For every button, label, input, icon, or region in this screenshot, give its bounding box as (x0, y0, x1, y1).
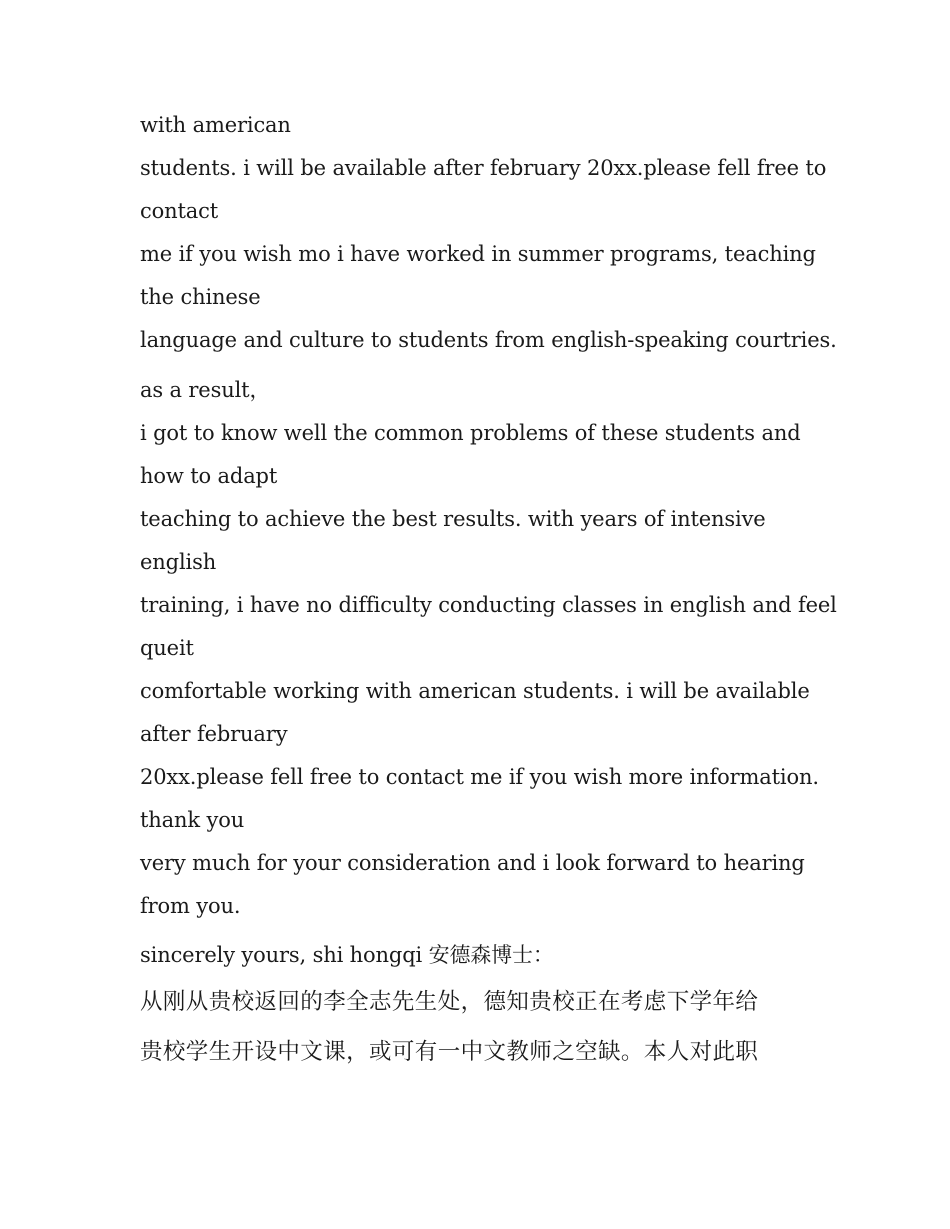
paragraph-3 (140, 934, 820, 977)
text-line: contact (140, 199, 219, 223)
text-line: from you. (140, 894, 241, 918)
text-line: teaching to achieve the best results. with years of intensive (140, 507, 766, 531)
closing-line: sincerely yours, shi hongqi 安德森博士： (140, 943, 554, 967)
text-line: me if you wish mo i have worked in summer programs, teaching (140, 242, 816, 266)
text-line: queit (140, 636, 194, 660)
text-line: the chinese (140, 285, 261, 309)
text-line: how to adapt (140, 464, 278, 488)
text-line: as a result， (140, 378, 271, 402)
paragraph-4-chinese (140, 977, 820, 1077)
text-line: students. i will be available after february 20xx.please fell free to (140, 156, 827, 180)
text-line: 贵校学生开设中文课，或可有一中文教师之空缺。本人对此职 (140, 1039, 759, 1065)
text-line: language and culture to students from english-speaking courtries. (140, 328, 837, 352)
text-line: i got to know well the common problems of these students and (140, 421, 801, 445)
text-line: english (140, 550, 217, 574)
text-line: 从刚从贵校返回的李全志先生处，德知贵校正在考虑下学年给 (140, 989, 759, 1015)
text-line: 20xx.please fell free to contact me if you wish more information. (140, 765, 819, 789)
letter-body (140, 104, 837, 1077)
paragraph-2 (140, 369, 837, 928)
text-line: very much for your consideration and i look forward to hearing (140, 851, 805, 875)
paragraph-1 (140, 104, 837, 362)
text-line: with american (140, 113, 291, 137)
text-line: thank you (140, 808, 245, 832)
text-line: comfortable working with american students. i will be available (140, 679, 810, 703)
text-line: after february (140, 722, 288, 746)
text-line: training, i have no difficulty conducting classes in english and feel (140, 593, 837, 617)
